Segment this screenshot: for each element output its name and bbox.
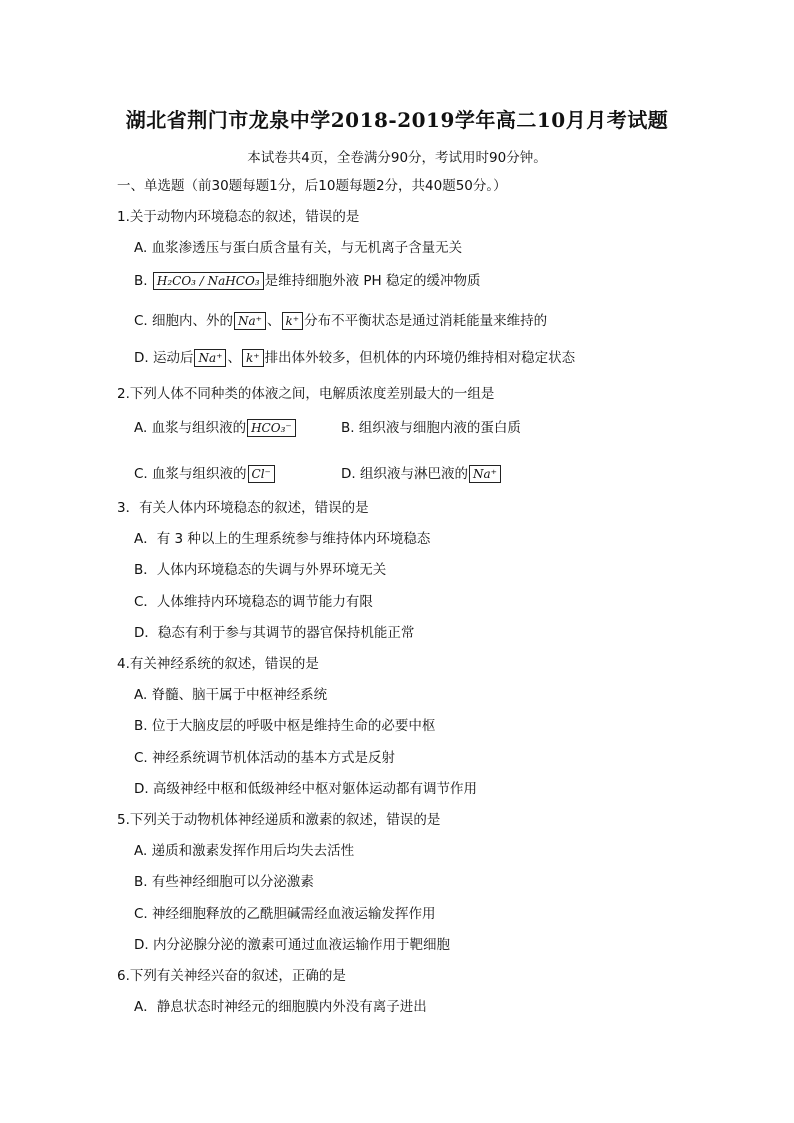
q1-option-a: A. 血浆渗透压与蛋白质含量有关，与无机离子含量无关	[134, 240, 463, 256]
option-text: 是维持细胞外液 PH 稳定的缓冲物质	[264, 273, 481, 289]
q5-option-c: C. 神经细胞释放的乙酰胆碱需经血液运输发挥作用	[134, 906, 436, 922]
option-label: D. 组织液与淋巴液的	[341, 466, 468, 482]
chem-formula-bicarbonate: HCO₃⁻	[247, 419, 296, 437]
q5-option-a: A. 递质和激素发挥作用后均失去活性	[134, 843, 355, 859]
q5-option-b: B. 有些神经细胞可以分泌激素	[134, 874, 314, 890]
q3-option-d: D．稳态有利于参与其调节的器官保持机能正常	[134, 625, 415, 641]
separator: 、	[267, 313, 281, 329]
page-title: 湖北省荆门市龙泉中学2018-2019学年高二10月月考试题	[125, 108, 669, 132]
option-label: A. 血浆与组织液的	[134, 420, 247, 436]
q4-option-a: A. 脊髓、脑干属于中枢神经系统	[134, 687, 328, 703]
q2-option-d	[341, 465, 502, 483]
option-text: 排出体外较多，但机体的内环境仍维持相对稳定状态	[264, 350, 576, 366]
exam-instructions: 本试卷共4页，全卷满分90分，考试用时90分钟。	[247, 150, 547, 166]
q4-option-b: B. 位于大脑皮层的呼吸中枢是维持生命的必要中枢	[134, 718, 436, 734]
chem-formula-potassium: k⁺	[242, 349, 264, 367]
option-label: B.	[134, 273, 148, 289]
q2-option-a	[134, 419, 297, 437]
option-label: D. 运动后	[134, 350, 194, 366]
question-4-stem: 4.有关神经系统的叙述，错误的是	[117, 656, 319, 672]
question-1-stem: 1.关于动物内环境稳态的叙述，错误的是	[117, 209, 360, 225]
q3-option-b: B．人体内环境稳态的失调与外界环境无关	[134, 562, 387, 578]
question-3-stem: 3．有关人体内环境稳态的叙述，错误的是	[117, 500, 369, 516]
q6-option-a: A．静息状态时神经元的细胞膜内外没有离子进出	[134, 999, 427, 1015]
question-6-stem: 6.下列有关神经兴奋的叙述，正确的是	[117, 968, 346, 984]
option-text: 分布不平衡状态是通过消耗能量来维持的	[304, 313, 548, 329]
q2-option-b: B. 组织液与细胞内液的蛋白质	[341, 420, 521, 436]
q3-option-a: A．有 3 种以上的生理系统参与维持体内环境稳态	[134, 531, 431, 547]
option-label: C. 细胞内、外的	[134, 313, 234, 329]
q3-option-c: C．人体维持内环境稳态的调节能力有限	[134, 594, 373, 610]
chem-formula-buffer: H₂CO₃ / NaHCO₃	[153, 272, 264, 290]
question-5-stem: 5.下列关于动物机体神经递质和激素的叙述，错误的是	[117, 812, 441, 828]
q2-option-c	[134, 465, 276, 483]
chem-formula-sodium: Na⁺	[234, 312, 266, 330]
chem-formula-sodium: Na⁺	[194, 349, 226, 367]
q4-option-d: D. 高级神经中枢和低级神经中枢对躯体运动都有调节作用	[134, 781, 477, 797]
chem-formula-potassium: k⁺	[282, 312, 304, 330]
chem-formula-chloride: Cl⁻	[248, 465, 275, 483]
q1-option-b	[134, 272, 480, 290]
q5-option-d: D. 内分泌腺分泌的激素可通过血液运输作用于靶细胞	[134, 937, 450, 953]
chem-formula-sodium: Na⁺	[469, 465, 501, 483]
separator: 、	[227, 350, 241, 366]
q4-option-c: C. 神经系统调节机体活动的基本方式是反射	[134, 750, 396, 766]
question-2-stem: 2.下列人体不同种类的体液之间，电解质浓度差别最大的一组是	[117, 386, 495, 402]
section-heading: 一、单选题（前30题每题1分，后10题每题2分，共40题50分。）	[117, 178, 507, 194]
q1-option-d	[134, 349, 575, 367]
q1-option-c	[134, 312, 547, 330]
option-label: C. 血浆与组织液的	[134, 466, 247, 482]
